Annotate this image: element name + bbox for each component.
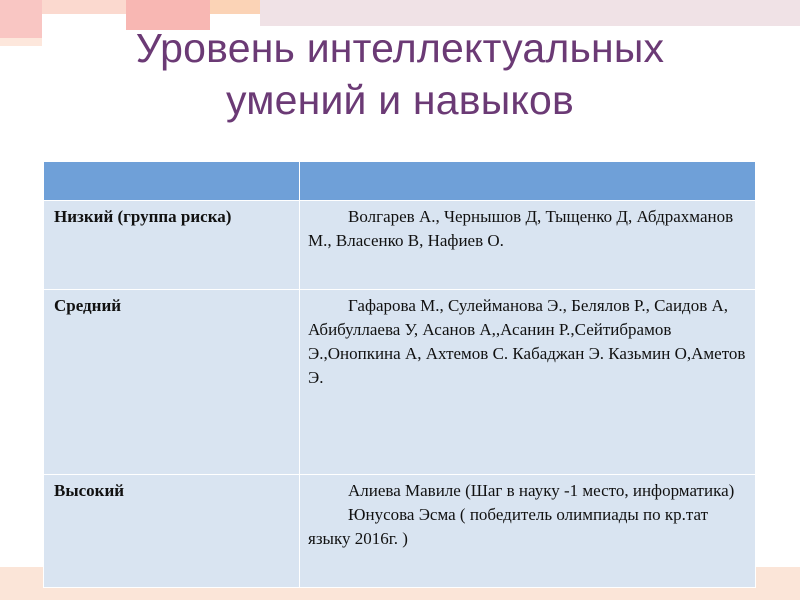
- students-text: Юнусова Эсма ( победитель олимпиады по кр.тат языку 2016г. ): [308, 505, 709, 548]
- decor-block-top-4: [0, 38, 42, 46]
- decor-block-top-left-1: [0, 0, 42, 38]
- level-cell: Средний: [44, 290, 300, 475]
- slide-title: [40, 22, 760, 126]
- table-row: [44, 201, 756, 290]
- students-text: Алиева Мавиле (Шаг в науку -1 место, информатика): [348, 481, 735, 500]
- level-cell: Высокий: [44, 475, 300, 588]
- table-header-row: [44, 162, 756, 201]
- decor-block-top-left-2: [42, 0, 126, 14]
- table-row: [44, 290, 756, 475]
- skill-levels-table: [43, 161, 756, 588]
- header-cell-level: [44, 162, 300, 201]
- students-text: Волгарев А., Чернышов Д, Тыщенко Д, Абдрахманов М., Власенко В, Нафиев О.: [308, 207, 734, 250]
- students-cell: [300, 290, 756, 475]
- slide-title-line-1: Уровень интеллектуальных: [135, 25, 665, 71]
- level-cell: Низкий (группа риска): [44, 201, 300, 290]
- slide-title-line-2: умений и навыков: [225, 77, 575, 123]
- students-text: Гафарова М., Сулейманова Э., Белялов Р., Саидов А, Абибуллаева У, Асанов А,,Асанин Р.,Сейтибрамов Э.,Онопкина А, Ахтемов С. Кабаджан Э. Казьмин О,Аметов Э.: [308, 296, 746, 387]
- students-cell: [300, 475, 756, 588]
- table-row: [44, 475, 756, 588]
- header-cell-students: [300, 162, 756, 201]
- students-cell: [300, 201, 756, 290]
- decor-block-top-2: [210, 0, 260, 14]
